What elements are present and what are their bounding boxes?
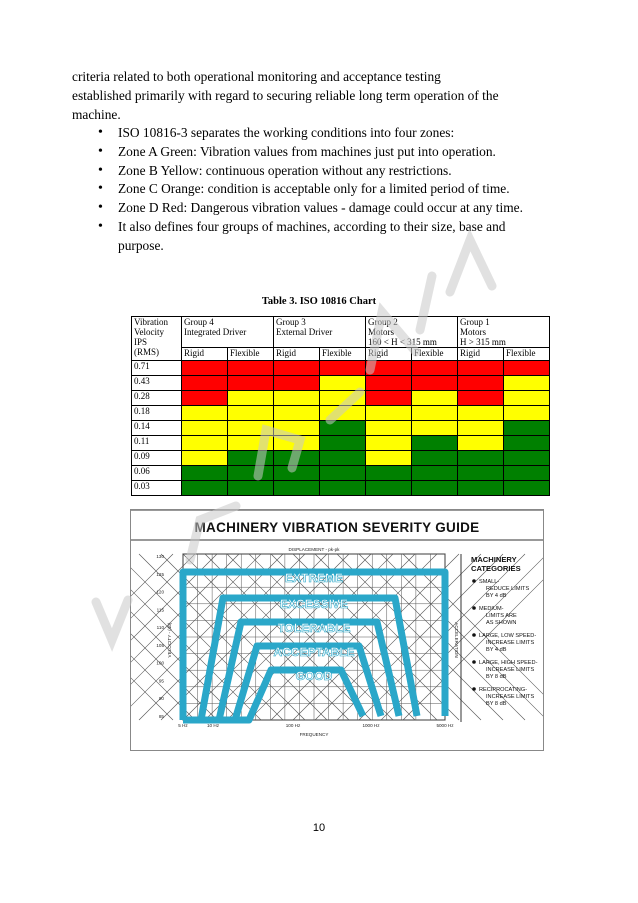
zone-cell [182, 361, 228, 376]
mount-header: Flexible [320, 348, 366, 361]
zone-cell [366, 436, 412, 451]
zone-cell [228, 436, 274, 451]
zone-cell [274, 361, 320, 376]
category-line: AS SHOWN [486, 620, 517, 626]
zone-cell [182, 436, 228, 451]
velocity-cell: 0.06 [132, 466, 182, 481]
zone-cell [458, 376, 504, 391]
zone-label: GOOD [295, 669, 333, 683]
table-row [132, 376, 550, 391]
zone-cell [504, 466, 550, 481]
mount-header: Flexible [504, 348, 550, 361]
zone-cell [320, 436, 366, 451]
zone-cell [458, 436, 504, 451]
table-row [132, 481, 550, 496]
zone-cell [458, 481, 504, 496]
zone-cell [182, 391, 228, 406]
mount-header: Flexible [412, 348, 458, 361]
zone-cell [412, 376, 458, 391]
zone-bullet-list [72, 124, 552, 256]
category-bullet-icon [472, 660, 476, 664]
zone-cell [504, 436, 550, 451]
frequency-axis-label: FREQUENCY [299, 732, 329, 737]
zone-cell [412, 466, 458, 481]
bullet-item: • Zone C Orange: condition is acceptable only for a limited period of time. [72, 180, 552, 199]
mount-header: Rigid [274, 348, 320, 361]
zone-cell [228, 466, 274, 481]
y-tick-label: 110 [156, 625, 164, 631]
mount-header: Rigid [182, 348, 228, 361]
bullet-item: • ISO 10816-3 separates the working conditions into four zones: [72, 124, 552, 143]
zone-cell [228, 376, 274, 391]
page-number: 10 [312, 822, 326, 834]
zone-cell [320, 481, 366, 496]
velocity-header-cell: Vibration Velocity IPS (RMS) [132, 317, 182, 361]
zone-cell [412, 436, 458, 451]
zone-cell [320, 421, 366, 436]
zone-cell [458, 451, 504, 466]
velocity-cell: 0.09 [132, 451, 182, 466]
zone-cell [274, 481, 320, 496]
zone-cell [228, 391, 274, 406]
group-header: Group 2 Motors 160 < H < 315 mm [366, 317, 458, 348]
y-tick-label: 85 [158, 714, 164, 719]
zone-cell [504, 361, 550, 376]
zone-cell [182, 406, 228, 421]
x-tick-label: 5000 Hz [436, 723, 454, 728]
y-tick-label: 95 [158, 678, 164, 684]
zone-cell [412, 361, 458, 376]
zone-cell [412, 451, 458, 466]
category-line: BY 4 dB [486, 647, 507, 653]
zone-cell [274, 406, 320, 421]
category-bullet-icon [472, 606, 476, 610]
zone-cell [412, 391, 458, 406]
category-line: INCREASE LIMITS [486, 640, 535, 646]
category-line: BY 8 dB [486, 701, 507, 707]
zone-cell [366, 421, 412, 436]
zone-cell [274, 451, 320, 466]
zone-cell [274, 436, 320, 451]
zone-cell [182, 481, 228, 496]
table-row [132, 361, 550, 376]
iso-10816-table [131, 316, 550, 496]
bullet-item: • Zone A Green: Vibration values from machines just put into operation. [72, 143, 552, 162]
table-row [132, 451, 550, 466]
categories-title: MACHINERY [471, 555, 517, 564]
zone-cell [320, 406, 366, 421]
zone-cell [504, 481, 550, 496]
zone-cell [274, 421, 320, 436]
zone-cell [412, 406, 458, 421]
table-row [132, 421, 550, 436]
group-header: Group 4 Integrated Driver [182, 317, 274, 348]
table-row [132, 466, 550, 481]
zone-cell [182, 451, 228, 466]
zone-cell [228, 406, 274, 421]
zone-cell [182, 466, 228, 481]
zone-cell [504, 391, 550, 406]
zone-label: EXCESSIVE [279, 597, 349, 611]
y-tick-label: 90 [158, 696, 164, 702]
zone-cell [458, 406, 504, 421]
zone-label: EXTREME [284, 571, 344, 585]
severity-guide-chart [131, 510, 543, 750]
velocity-cell: 0.71 [132, 361, 182, 376]
zone-cell [504, 406, 550, 421]
category-line: INCREASE LIMITS [486, 694, 535, 700]
zone-cell [320, 391, 366, 406]
zone-cell [274, 466, 320, 481]
zone-cell [228, 451, 274, 466]
zone-cell [504, 451, 550, 466]
zone-cell [320, 466, 366, 481]
zone-cell [504, 376, 550, 391]
zone-cell [274, 391, 320, 406]
y-tick-label: 120 [156, 589, 164, 595]
category-line: SMALL- [479, 579, 500, 585]
zone-cell [320, 361, 366, 376]
velocity-axis-label: VELOCITY - (db) [167, 622, 172, 658]
zone-cell [366, 376, 412, 391]
velocity-cell: 0.28 [132, 391, 182, 406]
group-header: Group 1 Motors H > 315 mm [458, 317, 550, 348]
bullet-item: • Zone D Red: Dangerous vibration values - damage could occur at any time. [72, 199, 552, 218]
velocity-cell: 0.14 [132, 421, 182, 436]
y-tick-label: 100 [156, 660, 164, 666]
table-row [132, 436, 550, 451]
zone-cell [320, 376, 366, 391]
mount-header: Rigid [366, 348, 412, 361]
zone-cell [458, 361, 504, 376]
zone-cell [458, 466, 504, 481]
zone-cell [366, 466, 412, 481]
category-line: LARGE, LOW SPEED- [479, 633, 537, 639]
zone-cell [458, 391, 504, 406]
category-line: REDUCE LIMITS [486, 586, 530, 592]
zone-cell [412, 481, 458, 496]
zone-cell [366, 481, 412, 496]
zone-label: ACCEPTABLE [273, 645, 355, 659]
table-row [132, 391, 550, 406]
zone-cell [366, 391, 412, 406]
group-header: Group 3 External Driver [274, 317, 366, 348]
velocity-cell: 0.18 [132, 406, 182, 421]
intro-line: machine. [72, 106, 121, 122]
guide-title: MACHINERY VIBRATION SEVERITY GUIDE [194, 520, 480, 535]
bullet-item: • It also defines four groups of machines, according to their size, base and purpose. [72, 218, 552, 256]
x-tick-label: 10 Hz [206, 723, 220, 728]
velocity-cell: 0.11 [132, 436, 182, 451]
intro-line: criteria related to both operational monitoring and acceptance testing [72, 69, 441, 84]
table-row [132, 406, 550, 421]
velocity-cell: 0.43 [132, 376, 182, 391]
x-tick-label: 100 Hz [285, 723, 301, 728]
y-tick-label: 105 [156, 642, 164, 648]
x-tick-label: 1000 Hz [362, 723, 380, 728]
table-title: Table 3. ISO 10816 Chart [261, 296, 377, 307]
acceleration-axis-label: ACCELERATION [454, 622, 459, 658]
zone-cell [366, 451, 412, 466]
y-tick-label: 125 [156, 571, 164, 577]
zone-cell [504, 421, 550, 436]
y-tick-label: 115 [156, 607, 164, 613]
category-line: MEDIUM- [479, 606, 504, 612]
zone-cell [182, 376, 228, 391]
severity-guide [130, 509, 544, 751]
zone-cell [458, 421, 504, 436]
zone-cell [366, 406, 412, 421]
mount-header: Flexible [228, 348, 274, 361]
zone-cell [274, 376, 320, 391]
intro-line: established primarily with regard to securing reliable long term operation of the [72, 87, 499, 103]
zone-cell [228, 481, 274, 496]
category-line: LIMITS ARE [486, 613, 517, 619]
bullet-item: • Zone B Yellow: continuous operation without any restrictions. [72, 162, 552, 181]
zone-cell [320, 451, 366, 466]
zone-cell [228, 421, 274, 436]
zone-cell [182, 421, 228, 436]
intro-paragraph [72, 68, 572, 124]
zone-cell [228, 361, 274, 376]
category-line: RECIPROCATING- [479, 687, 528, 693]
category-line: BY 8 dB [486, 674, 507, 680]
iso-table-body [132, 361, 550, 496]
zone-cell [412, 421, 458, 436]
zone-label: TOLERABLE [277, 621, 351, 635]
zone-cell [366, 361, 412, 376]
mount-header: Rigid [458, 348, 504, 361]
y-tick-label: 130 [156, 554, 164, 559]
category-bullet-icon [472, 687, 476, 691]
category-line: LARGE, HIGH SPEED- [479, 660, 538, 666]
category-line: BY 4 dB [486, 593, 507, 599]
category-line: INCREASE LIMITS [486, 667, 535, 673]
velocity-cell: 0.03 [132, 481, 182, 496]
displacement-axis-label: DISPLACEMENT - pk-pk [288, 547, 340, 552]
category-bullet-icon [472, 633, 476, 637]
x-tick-label: 5 Hz [178, 723, 188, 728]
categories-title: CATEGORIES [471, 564, 521, 573]
category-bullet-icon [472, 579, 476, 583]
